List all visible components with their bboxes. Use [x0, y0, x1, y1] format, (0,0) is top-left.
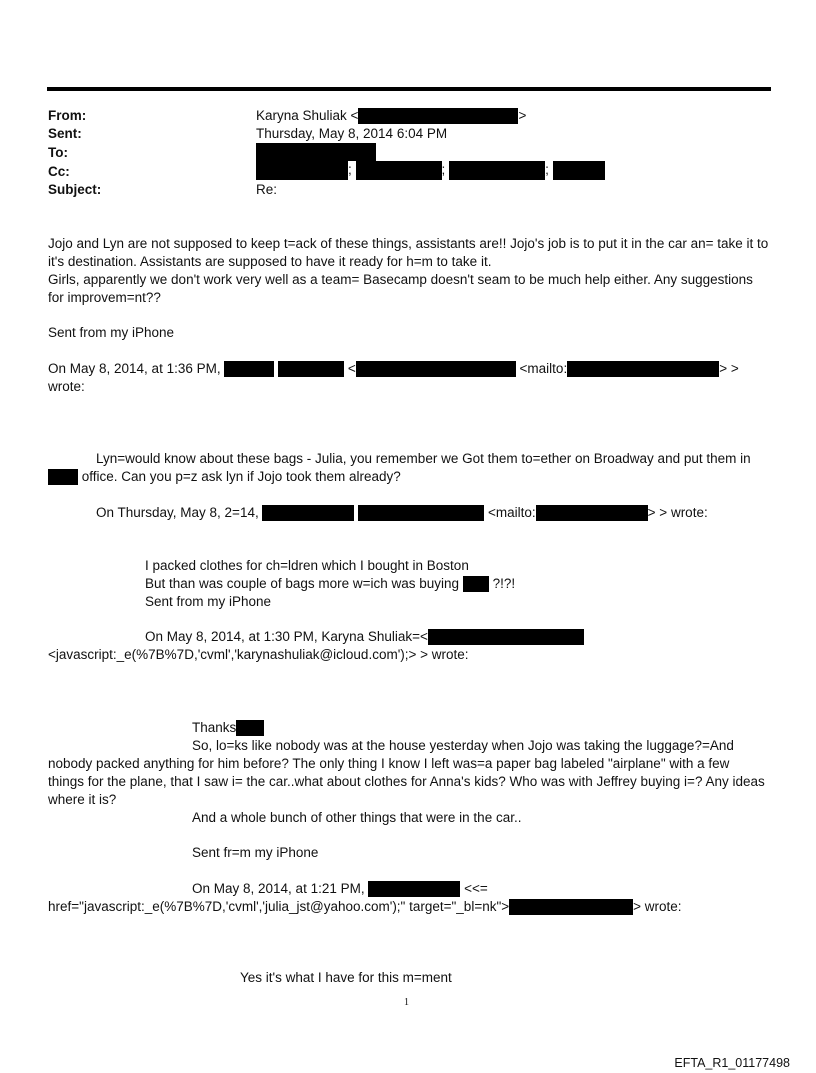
signature-line: Sent fr=m my iPhone	[192, 845, 319, 860]
quote-mailto: <mailto:	[519, 361, 568, 376]
body-line: where it is?	[48, 792, 117, 807]
subject-label: Subject:	[48, 182, 102, 197]
redaction	[463, 576, 489, 592]
header-divider	[47, 87, 771, 91]
body-line	[192, 719, 264, 737]
quote-line: <javascript:_e(%7B%7D,'cvml','karynashuliak@icloud.com');> > wrote:	[48, 647, 469, 662]
redaction	[278, 361, 344, 377]
quote-line	[48, 898, 682, 916]
quote-mailto: <mailto:	[488, 505, 536, 520]
to-label: To:	[48, 145, 68, 160]
body-text: But than was couple of bags more w=ich was buying	[145, 576, 460, 591]
quote-header	[192, 880, 488, 898]
sent-label: Sent:	[48, 126, 82, 141]
quote-header	[48, 360, 739, 378]
document-id: EFTA_R1_01177498	[674, 1056, 790, 1070]
redaction	[536, 505, 648, 521]
redaction	[48, 469, 78, 485]
redaction	[509, 899, 633, 915]
body-text: office. Can you p=z ask lyn if Jojo took them already?	[81, 469, 401, 484]
redaction	[262, 505, 354, 521]
quote-prefix: On May 8, 2014, at 1:30 PM, Karyna Shuliak=<	[145, 629, 428, 644]
redaction	[368, 881, 460, 897]
cc-label: Cc:	[48, 164, 70, 179]
redaction	[358, 108, 518, 124]
body-line	[145, 575, 515, 593]
sent-value: Thursday, May 8, 2014 6:04 PM	[256, 126, 448, 141]
cc-value	[256, 161, 605, 180]
body-line	[48, 468, 401, 486]
quote-end: > > wrote:	[647, 505, 708, 520]
to-redaction	[256, 143, 376, 161]
redaction	[356, 361, 516, 377]
redaction	[449, 161, 545, 180]
redaction	[356, 161, 442, 180]
quote-lt: <<=	[464, 881, 488, 896]
subject-value: Re:	[256, 182, 278, 197]
body-line: it's destination. Assistants are supposed to have it ready for h=m to take it.	[48, 254, 492, 269]
body-line: for improvem=nt??	[48, 290, 161, 305]
cc-separator: ;	[348, 162, 352, 178]
redaction	[224, 361, 274, 377]
body-line: And a whole bunch of other things that were in the car..	[192, 810, 522, 825]
redaction	[567, 361, 719, 377]
redaction	[358, 505, 484, 521]
body-line: Yes it's what I have for this m=ment	[240, 970, 452, 985]
quote-header	[96, 504, 708, 522]
quote-end: > wrote:	[633, 899, 682, 914]
body-text: Thanks	[192, 720, 237, 735]
quote-lt: <	[347, 361, 356, 376]
quote-text: href="javascript:_e(%7B%7D,'cvml','julia_jst@yahoo.com');" target="_bl=nk">	[48, 899, 510, 914]
redaction	[256, 161, 348, 180]
quote-prefix: On Thursday, May 8, 2=14,	[96, 505, 259, 520]
signature-line: Sent from my iPhone	[48, 325, 175, 340]
page-number: 1	[404, 997, 409, 1008]
quote-prefix: On May 8, 2014, at 1:36 PM,	[48, 361, 221, 376]
from-sender: Karyna Shuliak <	[256, 108, 359, 123]
body-text: ?!?!	[492, 576, 516, 591]
quote-header	[145, 628, 584, 646]
from-value	[256, 108, 526, 124]
body-line: things for the plane, that I saw i= the car..what about clothes for Anna's kids? Who was with Jeffrey buying i=? Any ideas	[48, 774, 765, 789]
signature-line: Sent from my iPhone	[145, 594, 272, 609]
cc-separator: ;	[441, 162, 446, 178]
body-line: Jojo and Lyn are not supposed to keep t=ack of these things, assistants are!! Jojo's job is to put it in the car an= take it to	[48, 236, 769, 251]
body-line: nobody packed anything for him before? The only thing I know I left was=a paper bag labeled "airplane" with a few	[48, 756, 730, 771]
from-suffix: >	[518, 108, 527, 123]
redaction	[236, 720, 264, 736]
body-line: Girls, apparently we don't work very well as a team= Basecamp doesn't seam to be much help either. Any suggestions	[48, 272, 753, 287]
quote-end: > >	[719, 361, 739, 376]
cc-separator: ;	[545, 162, 549, 178]
quote-prefix: On May 8, 2014, at 1:21 PM,	[192, 881, 365, 896]
quote-wrote: wrote:	[48, 379, 85, 394]
redaction	[428, 629, 584, 645]
body-line: So, lo=ks like nobody was at the house yesterday when Jojo was taking the luggage?=And	[192, 738, 734, 753]
from-label: From:	[48, 108, 87, 123]
redaction	[553, 161, 605, 180]
body-line: I packed clothes for ch=ldren which I bought in Boston	[145, 558, 469, 573]
body-line: Lyn=would know about these bags - Julia, you remember we Got them to=ether on Broadway and put them in	[96, 451, 751, 466]
